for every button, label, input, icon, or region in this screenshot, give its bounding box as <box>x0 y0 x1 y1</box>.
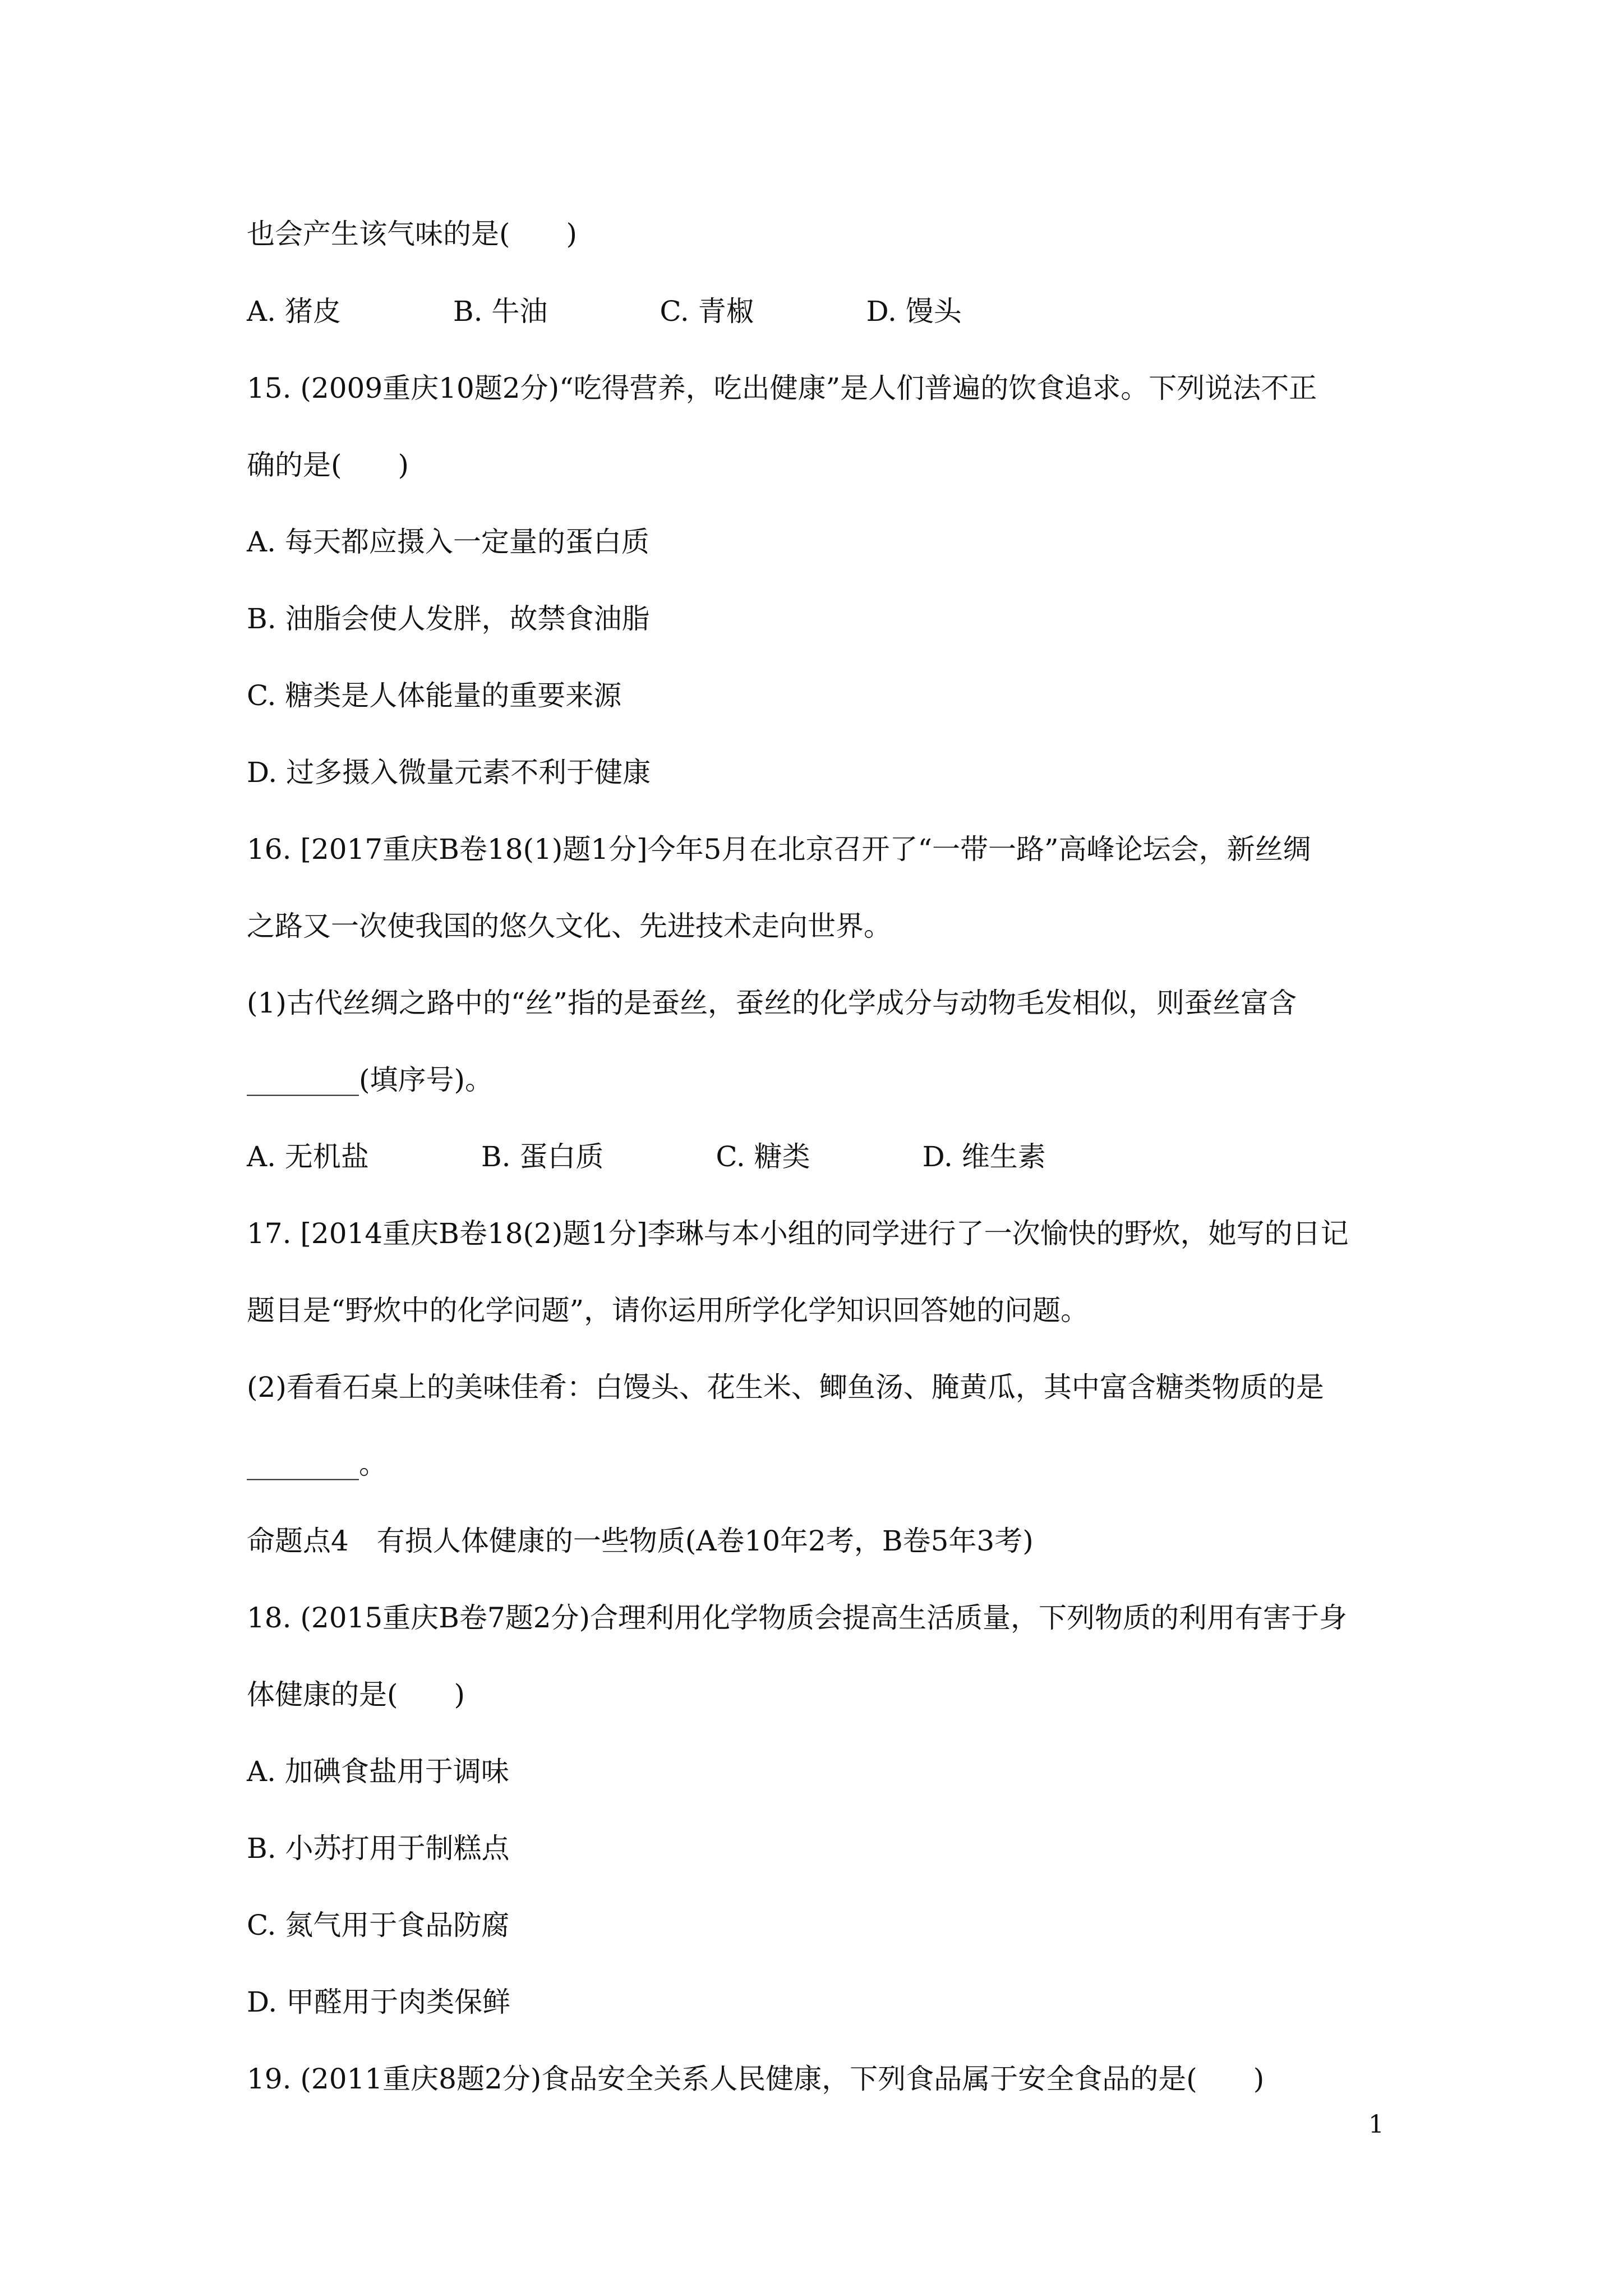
question-19-stem: 19. (2011重庆8题2分)食品安全关系人民健康，下列食品属于安全食品的是( ) <box>247 2063 1265 2095</box>
question-16-sub-1: (1)古代丝绸之路中的“丝”指的是蚕丝，蚕丝的化学成分与动物毛发相似，则蚕丝富含 <box>247 987 1297 1019</box>
section-heading-4: 命题点4 有损人体健康的一些物质(A卷10年2考，B卷5年3考) <box>247 1525 1034 1557</box>
question-14-continuation: 也会产生该气味的是( ) <box>247 218 578 250</box>
question-16-options: A. 无机盐 B. 蛋白质 C. 糖类 D. 维生素 <box>247 1140 1046 1173</box>
question-18-stem: 18. (2015重庆B卷7题2分)合理利用化学物质会提高生活质量，下列物质的利用有害于身 <box>247 1602 1348 1634</box>
question-18-option-a: A. 加碘食盐用于调味 <box>247 1755 509 1788</box>
question-18-stem-cont: 体健康的是( ) <box>247 1678 465 1711</box>
question-16-blank: ________(填序号)。 <box>247 1064 494 1096</box>
question-16-stem: 16. [2017重庆B卷18(1)题1分]今年5月在北京召开了“一带一路”高峰论坛会，新丝绸 <box>247 833 1311 866</box>
question-15-option-b: B. 油脂会使人发胖，故禁食油脂 <box>247 602 650 635</box>
question-18-option-d: D. 甲醛用于肉类保鲜 <box>247 1986 511 2018</box>
question-17-blank: ________。 <box>247 1448 387 1480</box>
question-16-stem-cont: 之路又一次使我国的悠久文化、先进技术走向世界。 <box>247 910 892 942</box>
question-17-sub-2: (2)看看石桌上的美味佳肴：白馒头、花生米、鲫鱼汤、腌黄瓜，其中富含糖类物质的是 <box>247 1371 1324 1404</box>
question-14-options: A. 猪皮 B. 牛油 C. 青椒 D. 馒头 <box>247 295 962 328</box>
question-15-option-a: A. 每天都应摄入一定量的蛋白质 <box>247 526 649 558</box>
question-18-option-c: C. 氮气用于食品防腐 <box>247 1909 510 1941</box>
question-17-stem: 17. [2014重庆B卷18(2)题1分]李琳与本小组的同学进行了一次愉快的野炊，她写的日记 <box>247 1217 1349 1250</box>
question-15-stem: 15. (2009重庆10题2分)“吃得营养，吃出健康”是人们普遍的饮食追求。下列说法不正 <box>247 372 1317 404</box>
question-17-stem-cont: 题目是“野炊中的化学问题”，请你运用所学化学知识回答她的问题。 <box>247 1294 1089 1327</box>
page-number: 1 <box>1368 2110 1384 2139</box>
question-15-stem-cont: 确的是( ) <box>247 449 409 481</box>
question-15-option-d: D. 过多摄入微量元素不利于健康 <box>247 756 651 789</box>
question-15-option-c: C. 糖类是人体能量的重要来源 <box>247 679 622 712</box>
question-18-option-b: B. 小苏打用于制糕点 <box>247 1832 510 1865</box>
